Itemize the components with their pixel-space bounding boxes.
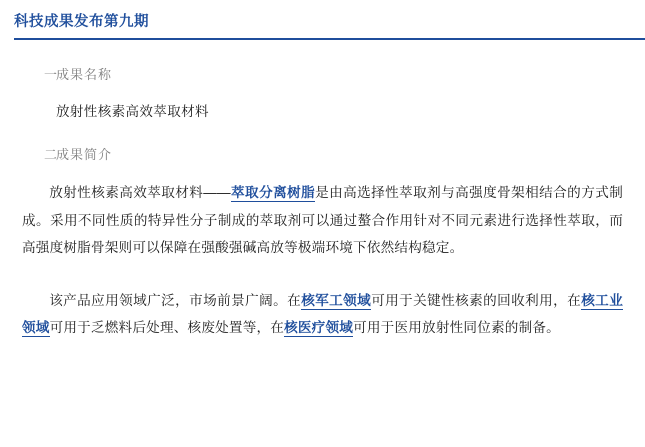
paragraph2-text-part1: 该产品应用领域广泛，市场前景广阔。在 bbox=[49, 292, 302, 308]
document-body bbox=[0, 64, 645, 341]
paragraph2-text-part4: 可用于医用放射性同位素的制备。 bbox=[353, 320, 560, 336]
paragraph1-text-part1: 放射性核素高效萃取材料—— bbox=[49, 185, 231, 201]
page-title: 科技成果发布第九期 bbox=[14, 14, 149, 30]
paragraph2-text-part2: 可用于关键性核素的回收利用，在 bbox=[371, 292, 582, 308]
section-number: 二 bbox=[44, 147, 58, 163]
section-label: 成果名称 bbox=[56, 67, 113, 83]
keyword-nuclear-industry: 核工业领域 bbox=[22, 292, 623, 336]
keyword-extraction-resin: 萃取分离树脂 bbox=[230, 185, 316, 201]
section-number: 一 bbox=[44, 67, 58, 83]
section-heading-intro bbox=[22, 144, 623, 163]
document-header bbox=[0, 0, 645, 40]
intro-paragraph-2 bbox=[22, 287, 623, 341]
intro-paragraph-1 bbox=[22, 179, 623, 261]
paragraph1-text-part2: 是由高选择性萃取剂与高强度骨架相结合的方式制成。采用不同性质的特异性分子制成的萃取剂可以通过螯合作用针对不同元素进行选择性萃取，而高强度树脂骨架则可以保障在强酸强碱高放等极端环境下依然结构稳定。 bbox=[22, 185, 623, 255]
paragraph2-text-part3: 可用于乏燃料后处理、核废处置等，在 bbox=[49, 320, 285, 336]
section-heading-name bbox=[22, 64, 623, 83]
keyword-nuclear-medical: 核医疗领域 bbox=[284, 320, 354, 336]
header-divider bbox=[14, 38, 645, 40]
section-label: 成果简介 bbox=[56, 147, 113, 163]
keyword-nuclear-military: 核军工领域 bbox=[301, 292, 372, 308]
achievement-name: 放射性核素高效萃取材料 bbox=[56, 104, 209, 120]
